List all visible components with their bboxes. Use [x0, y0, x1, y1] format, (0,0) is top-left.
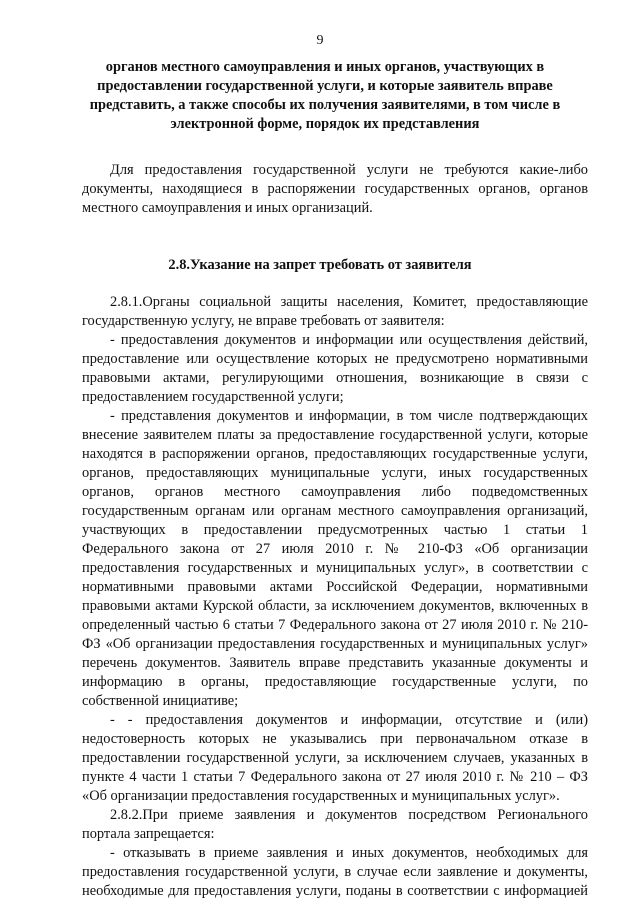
text-line: перечень документов. Заявитель вправе представить указанные документы и	[82, 655, 588, 671]
text-line: ФЗ «Об организации предоставления государственных и муниципальных услуг»	[82, 636, 588, 652]
text-line: Федерального закона от 27 июля 2010 г. № 210-ФЗ «Об организации	[82, 541, 588, 557]
heading-line: органов местного самоуправления и иных органов, участвующих в	[105, 59, 545, 75]
text-line: Для предоставления государственной услуги не требуются какие-либо	[110, 162, 588, 178]
text-line: предоставлением государственной услуги;	[82, 389, 344, 405]
text-line: необходимые для предоставления услуги, поданы в соответствии с информацией	[82, 883, 588, 899]
text-line: информацию в органы, предоставляющие государственные услуги, по	[82, 674, 588, 690]
text-line: органов, предоставляющих муниципальные услуги, иных государственных	[82, 465, 588, 481]
body-text	[82, 293, 588, 901]
text-line: - - предоставления документов и информации, отсутствие и (или)	[110, 712, 588, 728]
heading-line: электронной форме, порядок их представления	[170, 116, 480, 132]
heading-line: представить, а также способы их получения заявителями, в том числе в	[89, 97, 561, 113]
text-line: пункте 4 части 1 статьи 7 Федерального закона от 27 июля 2010 г. № 210 – ФЗ	[82, 769, 588, 785]
text-line: предоставление или осуществление которых не предусмотрено нормативными	[82, 351, 588, 367]
text-line: нормативными правовыми актами Российской Федерации, нормативными	[82, 579, 588, 595]
section-title: 2.8.Указание на запрет требовать от заявителя	[168, 257, 472, 273]
intro-paragraph	[82, 161, 588, 218]
text-line: участвующих в предоставлении предусмотренных частью 1 статьи 1	[82, 522, 588, 538]
text-line: внесение заявителем платы за предоставление государственной услуги, которые	[82, 427, 588, 443]
text-line: местного самоуправления и иных организаций.	[82, 200, 373, 216]
page-number: 9	[316, 33, 324, 48]
text-line: предоставлении государственной услуги, за исключением случаев, указанных в	[82, 750, 588, 766]
text-line: государственную услугу, не вправе требовать от заявителя:	[82, 313, 445, 329]
text-line: правовыми актами Курской области, за исключением документов, включенных в	[82, 598, 588, 614]
text-line: 2.8.1.Органы социальной защиты населения, Комитет, предоставляющие	[110, 294, 588, 310]
text-line: органов, органов местного самоуправления либо подведомственных	[82, 484, 588, 500]
text-line: «Об организации предоставления государственных и муниципальных услуг».	[82, 788, 560, 804]
text-line: правовыми актами, регулирующими отношения, возникающие в связи с	[82, 370, 588, 386]
text-line: государственным органам или органам местного самоуправления организаций,	[82, 503, 588, 519]
text-line: - представления документов и информации, в том числе подтверждающих	[110, 408, 588, 424]
text-line: находятся в распоряжении органов, предоставляющих государственные услуги,	[82, 446, 588, 462]
text-line: недостоверность которых не указывались при первоначальном отказе в	[82, 731, 588, 747]
heading-line: предоставлении государственной услуги, и которые заявитель вправе	[97, 78, 553, 94]
text-line: определенный частью 6 статьи 7 Федерального закона от 27 июля 2010 г. № 210-	[82, 617, 588, 633]
text-line: 2.8.2.При приеме заявления и документов посредством Регионального	[110, 807, 588, 823]
text-line: портала запрещается:	[82, 826, 215, 842]
text-line: предоставления государственной услуги, в случае если заявление и документы,	[82, 864, 588, 880]
text-line: собственной инициативе;	[82, 693, 239, 709]
text-line: - предоставления документов и информации или осуществления действий,	[110, 332, 588, 348]
text-line: предоставления государственных и муниципальных услуг», в соответствии с	[82, 560, 588, 576]
heading-continuation	[60, 58, 590, 134]
text-line: документы, находящиеся в распоряжении государственных органов, органов	[82, 181, 588, 197]
text-line: - отказывать в приеме заявления и иных документов, необходимых для	[110, 845, 588, 861]
